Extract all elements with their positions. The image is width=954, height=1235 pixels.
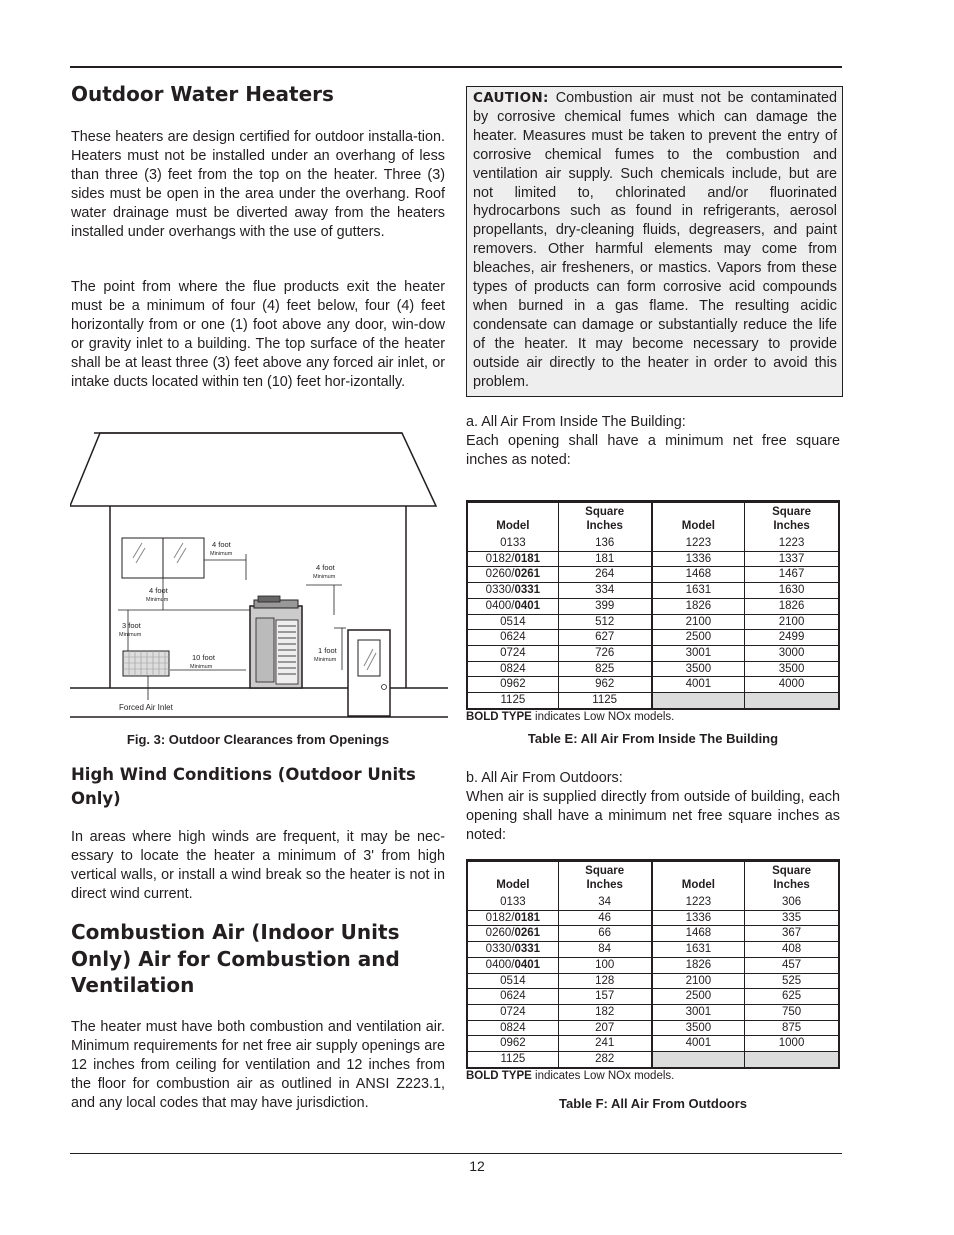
svg-text:Minimum: Minimum <box>146 597 169 603</box>
model-cell: 2500 <box>652 630 745 646</box>
model-cell: 1223 <box>652 536 745 551</box>
square-inches-cell: 264 <box>558 567 651 583</box>
table-row <box>467 661 839 677</box>
square-inches-cell: 4000 <box>745 677 839 693</box>
table-e-note: BOLD TYPE indicates Low NOx models. <box>466 710 675 723</box>
page-number: 12 <box>469 1158 485 1174</box>
header-model-2: Model <box>652 861 745 896</box>
table-row <box>467 677 839 693</box>
model-cell: 3500 <box>652 1020 745 1036</box>
model-cell: 0624 <box>467 989 558 1005</box>
table-f-grid <box>466 859 840 1069</box>
table-row <box>467 567 839 583</box>
square-inches-cell: 512 <box>558 614 651 630</box>
model-cell: 0330/0331 <box>467 583 558 599</box>
model-cell: 3500 <box>652 661 745 677</box>
square-inches-cell: 1223 <box>745 536 839 551</box>
square-inches-cell: 1000 <box>745 1036 839 1052</box>
table-row <box>467 942 839 958</box>
square-inches-cell: 962 <box>558 677 651 693</box>
square-inches-cell: 334 <box>558 583 651 599</box>
combustion-air-para: The heater must have both combustion and ventilation air. Minimum requirements for net free air supply openings are 12 inches from ceiling for ventilation and 12 inches from the floor for combustion air as outlined in ANSI Z223.1, and any local codes that may have jurisdiction. <box>71 1019 445 1111</box>
label-forced-air-inlet: Forced Air Inlet <box>119 703 173 712</box>
square-inches-cell: 46 <box>558 910 651 926</box>
square-inches-cell: 100 <box>558 957 651 973</box>
caution-box <box>466 86 843 397</box>
combustion-air-title: Combustion Air (Indoor Units Only) Air for Combustion and Ventilation <box>71 920 400 997</box>
forced-air-inlet-grille <box>123 651 169 676</box>
model-cell: 1826 <box>652 957 745 973</box>
model-cell: 0330/0331 <box>467 942 558 958</box>
square-inches-cell: 726 <box>558 645 651 661</box>
square-inches-cell: 282 <box>558 1052 651 1068</box>
table-row <box>467 598 839 614</box>
outdoor-para-1: These heaters are design certified for outdoor installa-tion. Heaters must not be installed under an overhang of less than three (3) feet from the top on the heater. Three (3) sides must be open in the area under the overhang. Roof water drainage must be diverted away from the heaters installed under overhangs with the use of gutters. <box>71 129 445 240</box>
model-cell: 1336 <box>652 910 745 926</box>
svg-text:Minimum: Minimum <box>210 551 233 557</box>
label-4-foot-1: 4 foot <box>212 540 231 549</box>
label-4-foot-3: 4 foot <box>316 563 335 572</box>
model-cell: 1631 <box>652 942 745 958</box>
table-row <box>467 630 839 646</box>
square-inches-cell: 399 <box>558 598 651 614</box>
model-cell: 0260/0261 <box>467 567 558 583</box>
square-inches-cell: 181 <box>558 551 651 567</box>
square-inches-cell: 367 <box>745 926 839 942</box>
section-a-text: Each opening shall have a minimum net free square inches as noted: <box>466 433 840 468</box>
model-cell: 2100 <box>652 614 745 630</box>
square-inches-cell: 335 <box>745 910 839 926</box>
square-inches-cell: 34 <box>558 895 651 910</box>
square-inches-cell <box>745 1052 839 1068</box>
table-f <box>466 859 842 1082</box>
section-b-text: When air is supplied directly from outside of building, each opening shall have a minimum net free square inches as noted: <box>466 789 840 843</box>
header-square-inches-1: Square Inches <box>558 502 651 537</box>
square-inches-cell: 825 <box>558 661 651 677</box>
table-row <box>467 1004 839 1020</box>
table-row <box>467 1036 839 1052</box>
square-inches-cell: 241 <box>558 1036 651 1052</box>
model-cell: 1125 <box>467 693 558 709</box>
square-inches-cell: 182 <box>558 1004 651 1020</box>
square-inches-cell: 207 <box>558 1020 651 1036</box>
model-cell: 1826 <box>652 598 745 614</box>
model-cell: 4001 <box>652 1036 745 1052</box>
table-row <box>467 910 839 926</box>
caution-label: CAUTION: <box>473 90 549 106</box>
model-cell: 0182/0181 <box>467 551 558 567</box>
table-row <box>467 895 839 910</box>
model-cell: 0824 <box>467 661 558 677</box>
svg-text:Minimum: Minimum <box>119 632 142 638</box>
bottom-rule <box>70 1153 842 1154</box>
model-cell: 1336 <box>652 551 745 567</box>
square-inches-cell: 1630 <box>745 583 839 599</box>
model-cell: 0133 <box>467 895 558 910</box>
model-cell: 0514 <box>467 973 558 989</box>
square-inches-cell: 1337 <box>745 551 839 567</box>
svg-text:Minimum: Minimum <box>190 664 213 670</box>
header-square-inches-2: Square Inches <box>745 861 839 896</box>
header-square-inches-1: Square Inches <box>558 861 651 896</box>
high-wind-para: In areas where high winds are frequent, it may be nec-essary to locate the heater a minimum of 3' from high vertical walls, or install a wind break so the heater is not in direct wind current. <box>71 829 445 902</box>
table-row <box>467 1052 839 1068</box>
square-inches-cell: 627 <box>558 630 651 646</box>
caution-text: Combustion air must not be contaminated by corrosive chemical fumes which can damage the heater. Measures must be taken to prevent the entry of corrosive chemical fumes to the combustion and ventilation air supply. Such chemicals include, but are not limited to, chlorinated and/or fluorinated hydrocarbons such as found in refrigerants, aerosol propellants, dry-cleaning fluids, degreasers, and paint removers. Other harmful elements may come from bleaches, air fresheners, or mastics. Vapors from these types of products can form corrosive acid compounds when burned in a gas flame. The resulting acidic condensate can damage or substantially reduce the life of the heater. It may become necessary to provide outside air directly to the heater in order to avoid this problem. <box>473 90 837 390</box>
roof-shape <box>70 433 436 506</box>
model-cell <box>652 1052 745 1068</box>
square-inches-cell: 1467 <box>745 567 839 583</box>
square-inches-cell: 66 <box>558 926 651 942</box>
header-model-2: Model <box>652 502 745 537</box>
square-inches-cell: 306 <box>745 895 839 910</box>
model-cell: 3001 <box>652 645 745 661</box>
high-wind-title: High Wind Conditions (Outdoor Units Only) <box>71 765 416 808</box>
model-cell: 0724 <box>467 645 558 661</box>
header-model-1: Model <box>496 520 530 532</box>
label-4-foot-2: 4 foot <box>149 586 168 595</box>
table-row <box>467 583 839 599</box>
square-inches-cell: 750 <box>745 1004 839 1020</box>
section-b-heading: b. All Air From Outdoors: <box>466 770 623 786</box>
model-cell: 1468 <box>652 926 745 942</box>
model-cell: 0962 <box>467 1036 558 1052</box>
header-square-inches-2: Square Inches <box>745 502 839 537</box>
label-1-foot: 1 foot <box>318 646 337 655</box>
square-inches-cell: 2499 <box>745 630 839 646</box>
table-row <box>467 973 839 989</box>
header-model-1: Model <box>496 879 530 891</box>
square-inches-cell: 875 <box>745 1020 839 1036</box>
table-row <box>467 551 839 567</box>
model-cell: 0182/0181 <box>467 910 558 926</box>
model-cell: 1631 <box>652 583 745 599</box>
model-cell: 0260/0261 <box>467 926 558 942</box>
table-row <box>467 957 839 973</box>
model-cell: 2100 <box>652 973 745 989</box>
table-row <box>467 536 839 551</box>
outdoor-heaters-title: Outdoor Water Heaters <box>71 82 334 106</box>
square-inches-cell: 2100 <box>745 614 839 630</box>
model-cell: 0824 <box>467 1020 558 1036</box>
outdoor-clearances-figure <box>70 430 450 720</box>
label-10-foot: 10 foot <box>192 653 215 662</box>
square-inches-cell: 408 <box>745 942 839 958</box>
table-row <box>467 645 839 661</box>
outdoor-para-2: The point from where the flue products exit the heater must be a minimum of four (4) feet below, four (4) feet horizontally from or one (1) foot above any door, win-dow or gravity inlet to a building. The top surface of the heater shall be at least three (3) feet above any forced air inlet, or intake ducts located within ten (10) feet hor-izontally. <box>71 279 445 390</box>
model-cell: 0400/0401 <box>467 598 558 614</box>
square-inches-cell: 3500 <box>745 661 839 677</box>
table-row <box>467 693 839 709</box>
square-inches-cell: 1826 <box>745 598 839 614</box>
table-row <box>467 614 839 630</box>
section-a-heading: a. All Air From Inside The Building: <box>466 414 686 430</box>
model-cell: 0400/0401 <box>467 957 558 973</box>
model-cell: 1223 <box>652 895 745 910</box>
model-cell: 0724 <box>467 1004 558 1020</box>
square-inches-cell: 157 <box>558 989 651 1005</box>
svg-text:Minimum: Minimum <box>313 574 336 580</box>
table-row <box>467 926 839 942</box>
label-3-foot: 3 foot <box>122 621 141 630</box>
table-e-grid <box>466 500 840 710</box>
model-cell: 1468 <box>652 567 745 583</box>
table-e-caption: Table E: All Air From Inside The Building <box>527 731 779 746</box>
table-f-caption: Table F: All Air From Outdoors <box>558 1096 748 1111</box>
model-cell <box>652 693 745 709</box>
model-cell: 0514 <box>467 614 558 630</box>
square-inches-cell: 525 <box>745 973 839 989</box>
model-cell: 0624 <box>467 630 558 646</box>
square-inches-cell: 3000 <box>745 645 839 661</box>
model-cell: 1125 <box>467 1052 558 1068</box>
square-inches-cell: 457 <box>745 957 839 973</box>
model-cell: 2500 <box>652 989 745 1005</box>
model-cell: 4001 <box>652 677 745 693</box>
model-cell: 0133 <box>467 536 558 551</box>
top-rule <box>70 66 842 68</box>
svg-text:Minimum: Minimum <box>314 657 337 663</box>
square-inches-cell <box>745 693 839 709</box>
table-row <box>467 1020 839 1036</box>
square-inches-cell: 1125 <box>558 693 651 709</box>
figure-caption: Fig. 3: Outdoor Clearances from Openings <box>126 732 390 747</box>
table-e <box>466 500 842 723</box>
square-inches-cell: 84 <box>558 942 651 958</box>
square-inches-cell: 625 <box>745 989 839 1005</box>
table-f-note: BOLD TYPE indicates Low NOx models. <box>466 1069 675 1082</box>
square-inches-cell: 136 <box>558 536 651 551</box>
square-inches-cell: 128 <box>558 973 651 989</box>
table-row <box>467 989 839 1005</box>
model-cell: 0962 <box>467 677 558 693</box>
model-cell: 3001 <box>652 1004 745 1020</box>
